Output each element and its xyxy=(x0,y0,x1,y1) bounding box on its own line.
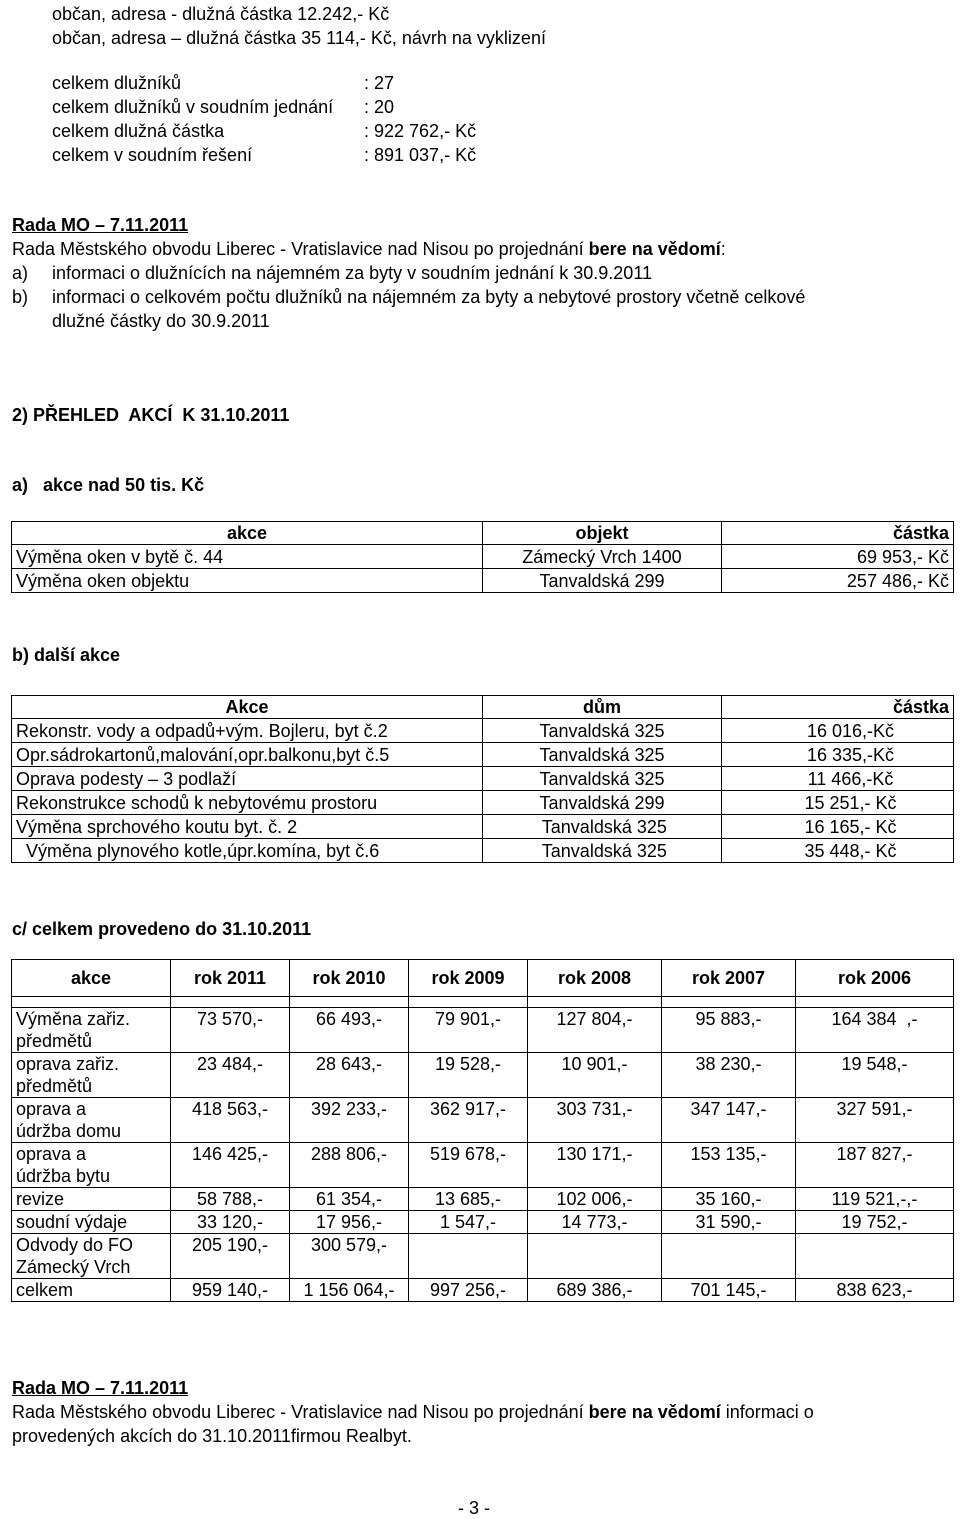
cell-year-value: 13 685,- xyxy=(409,1188,528,1211)
table-row xyxy=(12,815,954,839)
cell-objekt: Tanvaldská 299 xyxy=(483,569,722,593)
cell-year-value: 19 548,- xyxy=(796,1053,954,1098)
cell-akce xyxy=(12,1279,171,1302)
col-header-year: rok 2011 xyxy=(171,960,290,997)
cell-year-value: 119 521,-,- xyxy=(796,1188,954,1211)
cell-akce-line: oprava a xyxy=(16,1144,87,1164)
cell-year-value: 164 384 ,- xyxy=(796,1008,954,1053)
table-row xyxy=(12,1279,954,1302)
resolution-item-b: informaci o celkovém počtu dlužníků na nájemném za byty a nebytové prostory včetně celkové xyxy=(52,287,806,307)
cell-akce-line: soudní výdaje xyxy=(16,1212,128,1232)
cell-year-value: 58 788,- xyxy=(171,1188,290,1211)
resolution-item-b-marker: b) xyxy=(12,287,29,307)
cell-year-value: 689 386,- xyxy=(528,1279,662,1302)
cell-dum: Tanvaldská 299 xyxy=(483,791,722,815)
cell-akce xyxy=(12,1008,171,1053)
section-b-title: b) další akce xyxy=(12,645,121,665)
col-header-dum: dům xyxy=(483,696,722,719)
actions-over-50k-table xyxy=(11,521,954,593)
resolution-item-a: informaci o dlužnících na nájemném za byty v soudním jednání k 30.9.2011 xyxy=(52,263,653,283)
table-row xyxy=(12,1211,954,1234)
cell-year-value: 418 563,- xyxy=(171,1098,290,1143)
resolution-heading: Rada MO – 7.11.2011 xyxy=(12,1378,189,1398)
totals-by-year-table xyxy=(11,959,954,1302)
cell-dum: Tanvaldská 325 xyxy=(483,839,722,863)
cell-year-value: 1 547,- xyxy=(409,1211,528,1234)
cell-year-value: 66 493,- xyxy=(290,1008,409,1053)
cell-castka: 257 486,- Kč xyxy=(722,569,954,593)
cell-year-value xyxy=(796,1234,954,1279)
cell-akce-line: údržba domu xyxy=(16,1121,122,1141)
cell-year-value: 33 120,- xyxy=(171,1211,290,1234)
table-row xyxy=(12,719,954,743)
section-a-title: a) akce nad 50 tis. Kč xyxy=(12,475,205,495)
cell-dum: Tanvaldská 325 xyxy=(483,743,722,767)
cell-akce-line: údržba bytu xyxy=(16,1166,111,1186)
cell-akce-line: oprava a xyxy=(16,1099,87,1119)
cell-year-value: 23 484,- xyxy=(171,1053,290,1098)
cell-akce-line: Zámecký Vrch xyxy=(16,1257,131,1277)
cell-akce-line: celkem xyxy=(16,1280,74,1300)
cell-dum: Tanvaldská 325 xyxy=(483,719,722,743)
cell-year-value: 205 190,- xyxy=(171,1234,290,1279)
cell-akce: Opr.sádrokartonů,malování,opr.balkonu,byt č.5 xyxy=(12,743,483,767)
totals-rows xyxy=(12,1008,954,1302)
col-header-year: rok 2007 xyxy=(662,960,796,997)
summary-label: celkem dlužná částka xyxy=(52,121,225,141)
cell-akce xyxy=(12,1211,171,1234)
summary-label: celkem dlužníků v soudním jednání xyxy=(52,97,334,117)
table-row xyxy=(12,1143,954,1188)
cell-castka: 35 448,- Kč xyxy=(722,839,954,863)
cell-akce: Výměna sprchového koutu byt. č. 2 xyxy=(12,815,483,839)
resolution-heading: Rada MO – 7.11.2011 xyxy=(12,215,189,235)
cell-akce xyxy=(12,1098,171,1143)
section-c-title: c/ celkem provedeno do 31.10.2011 xyxy=(12,919,312,939)
table-row xyxy=(12,1008,954,1053)
col-header-year: rok 2006 xyxy=(796,960,954,997)
cell-akce-line: revize xyxy=(16,1189,65,1209)
cell-year-value: 102 006,- xyxy=(528,1188,662,1211)
cell-year-value: 838 623,- xyxy=(796,1279,954,1302)
cell-year-value: 35 160,- xyxy=(662,1188,796,1211)
cell-year-value: 300 579,- xyxy=(290,1234,409,1279)
cell-year-value: 392 233,- xyxy=(290,1098,409,1143)
cell-year-value: 519 678,- xyxy=(409,1143,528,1188)
col-header-year: rok 2009 xyxy=(409,960,528,997)
cell-year-value xyxy=(528,1234,662,1279)
page-number: - 3 - xyxy=(458,1498,491,1518)
cell-year-value: 14 773,- xyxy=(528,1211,662,1234)
cell-akce-line: Odvody do FO xyxy=(16,1235,134,1255)
cell-year-value: 153 135,- xyxy=(662,1143,796,1188)
cell-year-value: 79 901,- xyxy=(409,1008,528,1053)
cell-akce-line: Výměna zařiz. xyxy=(16,1009,131,1029)
col-header-castka: částka xyxy=(722,696,954,719)
table-row xyxy=(12,1053,954,1098)
col-header-objekt: objekt xyxy=(483,522,722,545)
table-row xyxy=(12,767,954,791)
cell-year-value: 997 256,- xyxy=(409,1279,528,1302)
resolution-text xyxy=(12,1401,814,1423)
summary-value: : 27 xyxy=(364,73,395,93)
summary-value: : 922 762,- Kč xyxy=(364,121,477,141)
resolution-text-cont: provedených akcích do 31.10.2011firmou Realbyt. xyxy=(12,1426,412,1446)
cell-year-value: 127 804,- xyxy=(528,1008,662,1053)
cell-year-value: 347 147,- xyxy=(662,1098,796,1143)
section-title: 2) PŘEHLED AKCÍ K 31.10.2011 xyxy=(12,405,290,425)
table-row xyxy=(12,1098,954,1143)
resolution-text-bold: bere na vědomí xyxy=(588,1402,721,1422)
table-row xyxy=(12,743,954,767)
resolution-text-start: Rada Městského obvodu Liberec - Vratislavice nad Nisou po projednání xyxy=(12,1402,589,1422)
col-header-castka: částka xyxy=(722,522,954,545)
resolution-item-a-marker: a) xyxy=(12,263,29,283)
col-header-year: rok 2010 xyxy=(290,960,409,997)
resolution-intro-end: : xyxy=(720,239,726,259)
cell-year-value: 28 643,- xyxy=(290,1053,409,1098)
cell-year-value: 959 140,- xyxy=(171,1279,290,1302)
cell-year-value: 95 883,- xyxy=(662,1008,796,1053)
cell-dum: Tanvaldská 325 xyxy=(483,815,722,839)
cell-akce: Výměna oken objektu xyxy=(12,569,483,593)
cell-year-value: 327 591,- xyxy=(796,1098,954,1143)
col-header-akce: Akce xyxy=(12,696,483,719)
cell-year-value: 146 425,- xyxy=(171,1143,290,1188)
cell-akce: Výměna oken v bytě č. 44 xyxy=(12,545,483,569)
cell-year-value: 130 171,- xyxy=(528,1143,662,1188)
cell-castka: 16 016,-Kč xyxy=(722,719,954,743)
other-actions-table xyxy=(11,695,954,863)
cell-akce xyxy=(12,1234,171,1279)
cell-year-value: 1 156 064,- xyxy=(290,1279,409,1302)
cell-year-value: 187 827,- xyxy=(796,1143,954,1188)
cell-akce-line: oprava zařiz. xyxy=(16,1054,120,1074)
col-header-year: rok 2008 xyxy=(528,960,662,997)
cell-year-value xyxy=(662,1234,796,1279)
cell-akce xyxy=(12,1188,171,1211)
cell-year-value: 73 570,- xyxy=(171,1008,290,1053)
table-row xyxy=(12,545,954,569)
cell-castka: 16 335,-Kč xyxy=(722,743,954,767)
cell-akce: Oprava podesty – 3 podlaží xyxy=(12,767,483,791)
resolution-text-end: informaci o xyxy=(720,1402,814,1422)
resolution-item-b-cont: dlužné částky do 30.9.2011 xyxy=(52,311,270,331)
cell-akce: Rekonstr. vody a odpadů+vým. Bojleru, byt č.2 xyxy=(12,719,483,743)
cell-castka: 69 953,- Kč xyxy=(722,545,954,569)
cell-dum: Tanvaldská 325 xyxy=(483,767,722,791)
cell-year-value xyxy=(409,1234,528,1279)
cell-year-value: 362 917,- xyxy=(409,1098,528,1143)
table-row xyxy=(12,1234,954,1279)
cell-year-value: 303 731,- xyxy=(528,1098,662,1143)
debtor-line-1: občan, adresa - dlužná částka 12.242,- Kč xyxy=(52,4,390,24)
table-row xyxy=(12,569,954,593)
cell-akce: Výměna plynového kotle,úpr.komína, byt č.6 xyxy=(12,839,483,863)
cell-castka: 11 466,-Kč xyxy=(722,767,954,791)
cell-objekt: Zámecký Vrch 1400 xyxy=(483,545,722,569)
cell-year-value: 701 145,- xyxy=(662,1279,796,1302)
table-row xyxy=(12,839,954,863)
cell-akce xyxy=(12,1053,171,1098)
cell-year-value: 10 901,- xyxy=(528,1053,662,1098)
cell-year-value: 38 230,- xyxy=(662,1053,796,1098)
cell-castka: 16 165,- Kč xyxy=(722,815,954,839)
resolution-intro-bold: bere na vědomí xyxy=(588,239,721,259)
summary-value: : 891 037,- Kč xyxy=(364,145,477,165)
cell-akce-line: předmětů xyxy=(16,1076,93,1096)
cell-akce-line: předmětů xyxy=(16,1031,93,1051)
cell-year-value: 19 528,- xyxy=(409,1053,528,1098)
col-header-akce: akce xyxy=(12,960,171,997)
cell-castka: 15 251,- Kč xyxy=(722,791,954,815)
summary-label: celkem v soudním řešení xyxy=(52,145,253,165)
table-row xyxy=(12,791,954,815)
cell-year-value: 288 806,- xyxy=(290,1143,409,1188)
col-header-akce: akce xyxy=(12,522,483,545)
cell-year-value: 61 354,- xyxy=(290,1188,409,1211)
summary-label: celkem dlužníků xyxy=(52,73,182,93)
resolution-intro-text: Rada Městského obvodu Liberec - Vratislavice nad Nisou po projednání xyxy=(12,239,589,259)
cell-akce: Rekonstrukce schodů k nebytovému prostoru xyxy=(12,791,483,815)
table-row xyxy=(12,1188,954,1211)
resolution-intro xyxy=(12,238,726,260)
debtor-line-2: občan, adresa – dlužná částka 35 114,- Kč, návrh na vyklizení xyxy=(52,28,546,48)
summary-value: : 20 xyxy=(364,97,395,117)
cell-akce xyxy=(12,1143,171,1188)
cell-year-value: 31 590,- xyxy=(662,1211,796,1234)
cell-year-value: 17 956,- xyxy=(290,1211,409,1234)
cell-year-value: 19 752,- xyxy=(796,1211,954,1234)
